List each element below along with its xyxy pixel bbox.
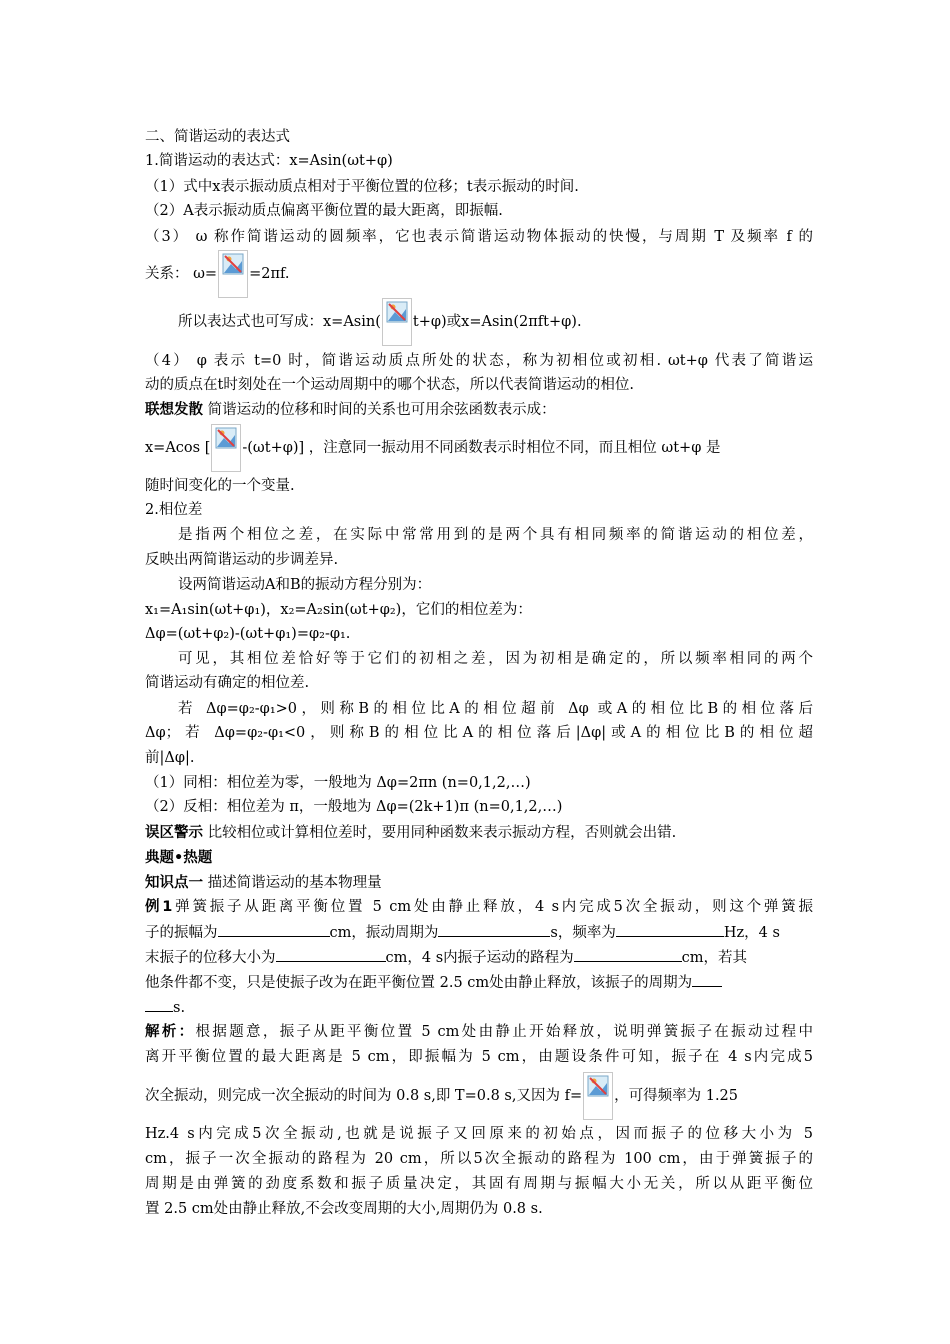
- phase-diff-p4-line-3: 前|Δφ|.: [145, 750, 195, 766]
- analysis-line-4: Hz.4 s内完成5次全振动,也就是说振子又回原来的初始点，因而振子的位移大小为 5: [145, 1126, 813, 1142]
- phase-diff-heading: 2.相位差: [145, 502, 203, 518]
- item-3-line-1: （3） ω 称作简谐运动的圆频率，它也表示简谐运动物体振动的快慢，与周期 T 及频率 f 的: [145, 229, 813, 245]
- broken-image-icon: [211, 424, 241, 472]
- association-line-2: x=Acos [ -(ωt+φ)] ，注意同一振动用不同函数表示时相位不同，而且相位 ωt+φ 是: [145, 424, 813, 472]
- phase-diff-p4-line-2: Δφ；若 Δφ=φ₂-φ₁<0，则称B的相位比A的相位落后|Δφ|或A的相位比B的相位超: [145, 725, 813, 741]
- in-phase: （1）同相：相位差为零，一般地为 Δφ=2πn (n=0,1,2,…): [145, 775, 531, 791]
- answer-blank-amplitude: [218, 922, 330, 937]
- broken-image-icon: [382, 298, 412, 346]
- formula-heading: 1.简谐运动的表达式：x=Asin(ωt+φ): [145, 153, 393, 169]
- section-title: 二、简谐运动的表达式: [145, 129, 290, 145]
- answer-blank-new-period-b: [145, 997, 173, 1012]
- broken-image-icon: [218, 250, 248, 298]
- phase-diff-p1-line-1: 是指两个相位之差，在实际中常常用到的是两个具有相同频率的简谐运动的相位差，: [178, 527, 813, 543]
- item-2: （2）A表示振动质点偏离平衡位置的最大距离，即振幅.: [145, 203, 503, 219]
- analysis-line-5: cm，振子一次全振动的路程为 20 cm，所以5次全振动的路程为 100 cm，由于弹簧振子的: [145, 1151, 813, 1167]
- item-4-line-1: （4） φ 表示 t=0 时，简谐运动质点所处的状态，称为初相位或初相. ωt+φ 代表了简谐运: [145, 353, 813, 369]
- analysis-line-2: 离开平衡位置的最大距离是 5 cm，即振幅为 5 cm，由题设条件可知，振子在 4 s内完成5: [145, 1049, 813, 1065]
- association-line-3: 随时间变化的一个变量.: [145, 478, 295, 494]
- example-line-1: 例1弹簧振子从距离平衡位置 5 cm处由静止释放，4 s内完成5次全振动，则这个弹簧振: [145, 899, 813, 915]
- example-line-4: 他条件都不变，只是使振子改为在距平衡位置 2.5 cm处由静止释放，该振子的周期为: [145, 972, 813, 993]
- answer-blank-period: [438, 922, 550, 937]
- typical-heading: 典题•热题: [145, 850, 213, 866]
- analysis-line-6: 周期是由弹簧的劲度系数和振子质量决定，其固有周期与振幅大小无关，所以从距平衡位: [145, 1176, 813, 1192]
- answer-blank-new-period-a: [692, 972, 722, 987]
- answer-blank-distance: [574, 947, 682, 962]
- analysis-line-3: 次全振动，则完成一次全振动的时间为 0.8 s,即 T=0.8 s,又因为 f= ，可得频率为 1.25: [145, 1072, 813, 1120]
- broken-image-icon: [583, 1072, 613, 1120]
- analysis-line-7: 置 2.5 cm处由静止释放,不会改变周期的大小,周期仍为 0.8 s.: [145, 1201, 543, 1217]
- analysis-line-1: 解析：根据题意，振子从距平衡位置 5 cm处由静止开始释放，说明弹簧振子在振动过程中: [145, 1024, 813, 1040]
- item-3-line-2: 关系： ω= =2πf.: [145, 250, 813, 298]
- item-3-line-3: 所以表达式也可写成：x=Asin( t+φ)或x=Asin(2πft+φ).: [178, 298, 813, 346]
- example-label: 例1: [145, 899, 173, 915]
- item-4-line-2: 动的质点在t时刻处在一个运动周期中的哪个状态，所以代表简谐运动的相位.: [145, 377, 634, 393]
- phase-diff-eq-1: x₁=A₁sin(ωt+φ₁)，x₂=A₂sin(ωt+φ₂)，它们的相位差为：: [145, 602, 532, 618]
- phase-diff-eq-2: Δφ=(ωt+φ₂)-(ωt+φ₁)=φ₂-φ₁.: [145, 626, 351, 642]
- answer-blank-displacement: [276, 947, 386, 962]
- answer-blank-frequency: [616, 922, 724, 937]
- example-line-5: s.: [145, 997, 813, 1018]
- association-line-1: 联想发散 简谐运动的位移和时间的关系也可用余弦函数表示成：: [145, 402, 556, 418]
- anti-phase: （2）反相：相位差为 π，一般地为 Δφ=(2k+1)π (n=0,1,2,…): [145, 799, 563, 815]
- association-label: 联想发散: [145, 402, 203, 418]
- knowledge-point-label: 知识点一: [145, 875, 203, 891]
- item-1: （1）式中x表示振动质点相对于平衡位置的位移；t表示振动的时间.: [145, 179, 579, 195]
- warning: 误区警示 比较相位或计算相位差时，要用同种函数来表示振动方程，否则就会出错.: [145, 825, 677, 841]
- knowledge-point: 知识点一 描述简谐运动的基本物理量: [145, 875, 382, 891]
- example-line-2: 子的振幅为 cm，振动周期为 s，频率为 Hz，4 s: [145, 922, 813, 943]
- phase-diff-p1-line-2: 反映出两简谐运动的步调差异.: [145, 552, 339, 568]
- phase-diff-p2: 设两简谐运动A和B的振动方程分别为：: [178, 577, 432, 593]
- analysis-label: 解析：: [145, 1024, 196, 1040]
- example-line-3: 末振子的位移大小为 cm，4 s内振子运动的路程为 cm，若其: [145, 947, 813, 968]
- phase-diff-p4-line-1: 若 Δφ=φ₂-φ₁>0，则称B的相位比A的相位超前 Δφ 或A的相位比B的相位落后: [178, 701, 813, 717]
- phase-diff-p3-line-2: 简谐运动有确定的相位差.: [145, 675, 310, 691]
- phase-diff-p3-line-1: 可见，其相位差恰好等于它们的初相之差，因为初相是确定的，所以频率相同的两个: [178, 651, 813, 667]
- warning-label: 误区警示: [145, 825, 203, 841]
